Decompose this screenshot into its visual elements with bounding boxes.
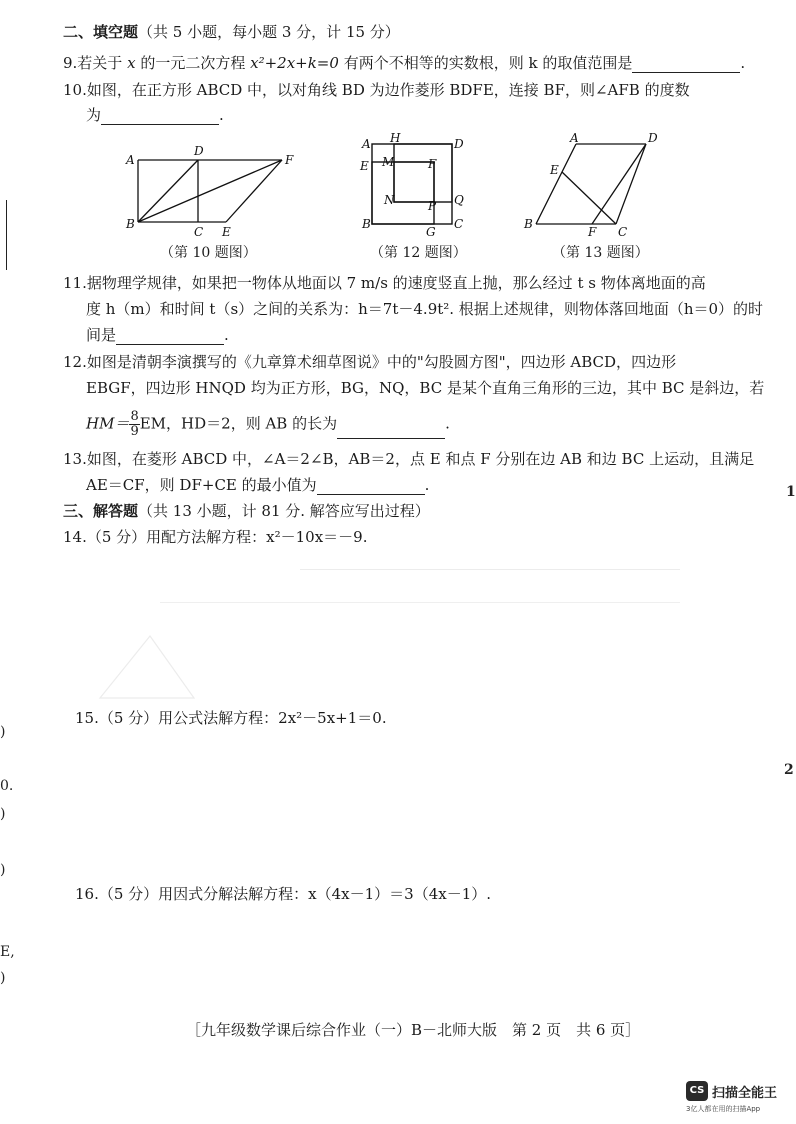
- q9-end: .: [740, 54, 746, 72]
- fig12-label-c: C: [454, 217, 464, 231]
- figure-12-caption: （第 12 题图）: [370, 245, 467, 261]
- left-margin-mark: ): [0, 970, 6, 986]
- scanner-tagline: 3亿人都在用的扫描App: [686, 1105, 761, 1113]
- scanner-name: 扫描全能王: [712, 1086, 778, 1101]
- question-11-line2: 度 h（m）和时间 t（s）之间的关系为：h＝7t－4.9t². 根据上述规律，则物体落回地面（h＝0）的时: [86, 300, 764, 318]
- fig12-label-b: B: [362, 217, 371, 231]
- right-margin-mark: 1: [786, 484, 796, 500]
- right-margin-mark: 2: [784, 762, 794, 778]
- section3-note: （共 13 小题，计 81 分. 解答应写出过程）: [138, 502, 430, 520]
- q12-end: .: [445, 414, 450, 433]
- q9-var: x: [127, 54, 136, 72]
- question-11-line1: 11.据物理学规律，如果把一物体从地面以 7 m/s 的速度竖直上抛，那么经过 t s 物体离地面的高: [63, 274, 706, 292]
- question-12-line1: 12.如图是清朝李演撰写的《九章算术细草图说》中的"勾股圆方图"，四边形 ABCD，四边形: [63, 353, 677, 371]
- q12-hm: HM＝: [86, 414, 130, 433]
- question-9: [63, 53, 745, 73]
- section2-heading: [63, 22, 400, 42]
- q10-answer-blank[interactable]: [101, 108, 219, 125]
- question-12-line2: EBGF，四边形 HNQD 均为正方形，BG，NQ，BC 是某个直角三角形的三边，其中 BC 是斜边，若: [86, 379, 765, 397]
- figure-12: [356, 132, 468, 238]
- fig13-label-a: A: [570, 131, 579, 145]
- fig10-label-e: E: [222, 225, 231, 239]
- q9-rest: 有两个不相等的实数根，则 k 的取值范围是: [338, 54, 633, 72]
- fig12-label-e: E: [360, 159, 369, 173]
- question-13-line1: 13.如图，在菱形 ABCD 中，∠A＝2∠B，AB＝2，点 E 和点 F 分别在边 AB 和边 BC 上运动，且满足: [63, 450, 755, 468]
- left-margin-mark: E,: [0, 944, 15, 960]
- fig12-label-p: P: [428, 199, 437, 213]
- q10-prefix: 为: [86, 106, 102, 124]
- page-footer: ［九年级数学课后综合作业（一）B－北师大版 第 2 页 共 6 页］: [186, 1021, 641, 1039]
- question-14: 14.（5 分）用配方法解方程：x²－10x＝－9.: [63, 528, 368, 546]
- left-margin-mark: 0.: [0, 778, 14, 794]
- q12-mid: EM，HD＝2，则 AB 的长为: [139, 414, 338, 433]
- fig10-label-a: A: [126, 153, 135, 167]
- q12-frac-denominator: 9: [130, 424, 139, 439]
- fig13-segment-df: [592, 144, 646, 224]
- fig10-label-d: D: [194, 144, 204, 158]
- fig13-label-b: B: [524, 217, 533, 231]
- fig10-segment-fe: [226, 160, 282, 222]
- fig10-segment-bf: [138, 160, 282, 222]
- fig13-segment-ce: [562, 172, 616, 224]
- section2-note: （共 5 小题，每小题 3 分，计 15 分）: [138, 23, 400, 41]
- fig13-segment-dc: [616, 144, 646, 224]
- fig10-segment-bd: [138, 160, 198, 222]
- fig12-label-f: F: [428, 157, 437, 171]
- fig12-label-m: M: [382, 155, 395, 169]
- fig12-label-h: H: [390, 131, 401, 145]
- fig12-label-q: Q: [454, 193, 464, 207]
- scanner-logo: [686, 1081, 790, 1117]
- fig13-label-e: E: [550, 163, 559, 177]
- question-11-line3: [86, 325, 229, 345]
- left-margin-mark: ): [0, 806, 6, 822]
- fig13-segment-ab: [536, 144, 576, 224]
- q10-end: .: [219, 106, 224, 124]
- q11-prefix: 间是: [86, 326, 117, 344]
- fig12-label-d: D: [454, 137, 464, 151]
- q12-frac-numerator: 8: [130, 409, 139, 424]
- question-16: 16.（5 分）用因式分解法解方程：x（4x－1）＝3（4x－1）.: [75, 885, 492, 903]
- fig12-label-g: G: [426, 225, 436, 239]
- figure-13: [520, 132, 664, 238]
- scanner-badge-icon: CS: [686, 1081, 708, 1101]
- left-margin-mark: ): [0, 724, 6, 740]
- figure-10: [122, 142, 302, 238]
- fig12-square-ebgf: [372, 162, 434, 224]
- q9-equation: x²+2x+k=0: [250, 54, 339, 72]
- q12-answer-blank[interactable]: [337, 422, 445, 439]
- question-10-line1: 10.如图，在正方形 ABCD 中，以对角线 BD 为边作菱形 BDFE，连接 BF，则∠AFB 的度数: [63, 81, 690, 99]
- q13-prefix: AE＝CF，则 DF+CE 的最小值为: [86, 476, 317, 494]
- section3-title: 三、解答题: [63, 502, 139, 520]
- section2-title: 二、填空题: [63, 23, 139, 41]
- question-12-line3: [86, 410, 450, 439]
- fig12-label-a: A: [362, 137, 371, 151]
- figure-13-caption: （第 13 题图）: [552, 245, 649, 261]
- question-13-line2: [86, 475, 429, 495]
- q13-answer-blank[interactable]: [317, 478, 425, 495]
- left-margin-bracket: [0, 200, 7, 270]
- left-margin-mark: ): [0, 862, 6, 878]
- bleed-through-line: [160, 590, 680, 603]
- q9-prefix: 9.若关于: [63, 54, 128, 72]
- fig12-label-n: N: [384, 193, 395, 207]
- q9-answer-blank[interactable]: [632, 56, 740, 73]
- q12-fraction: [129, 410, 139, 439]
- fig13-label-c: C: [618, 225, 628, 239]
- bleed-through-triangle: [90, 628, 200, 708]
- fig10-label-c: C: [194, 225, 204, 239]
- fig10-label-f: F: [285, 153, 294, 167]
- q9-mid: 的一元二次方程: [135, 54, 251, 72]
- q11-answer-blank[interactable]: [116, 328, 224, 345]
- fig10-label-b: B: [126, 217, 135, 231]
- question-10-line2: [86, 105, 224, 125]
- fig13-label-d: D: [648, 131, 658, 145]
- fig13-label-f: F: [588, 225, 597, 239]
- question-15: 15.（5 分）用公式法解方程：2x²－5x+1＝0.: [75, 709, 387, 727]
- figure-10-caption: （第 10 题图）: [160, 245, 257, 261]
- q11-end: .: [224, 326, 229, 344]
- q13-end: .: [424, 476, 430, 494]
- fig12-square-hnqd: [394, 144, 452, 202]
- bleed-through-line: [300, 555, 680, 570]
- section3-heading: [63, 501, 430, 521]
